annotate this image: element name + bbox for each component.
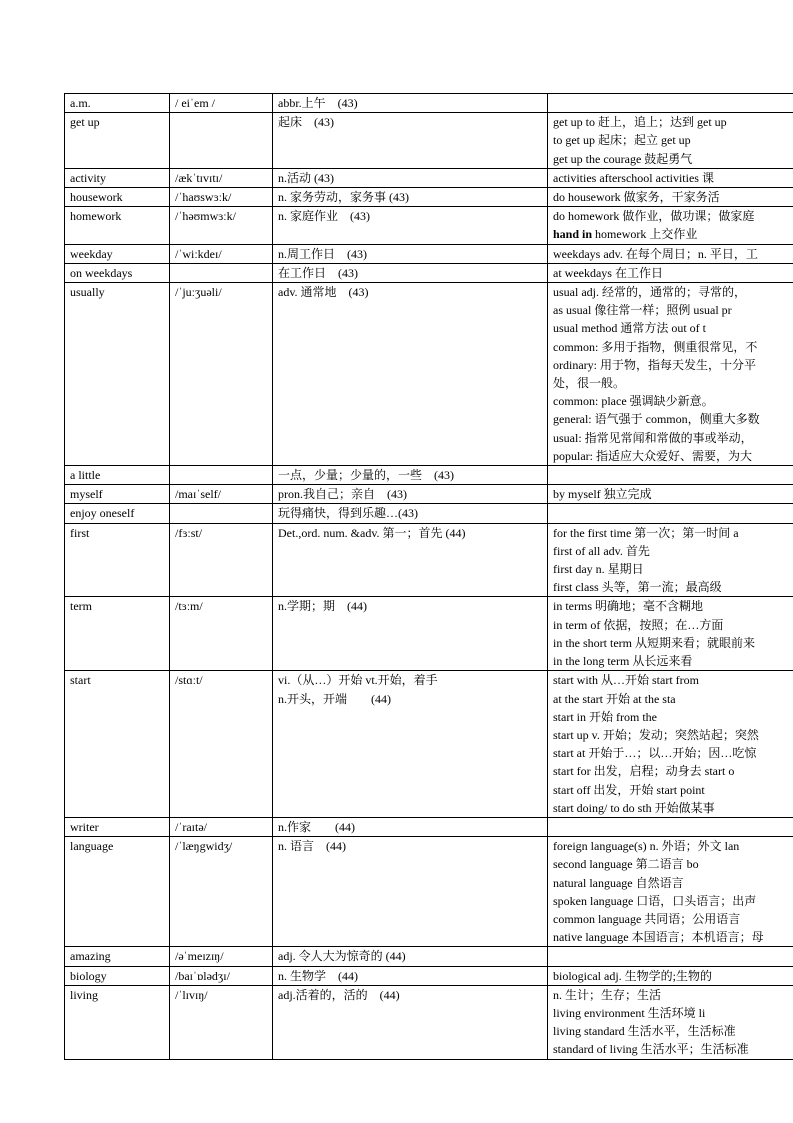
meaning-cell <box>273 671 548 818</box>
phonetic-cell: /ækˈtɪvɪtɪ/ <box>170 168 273 187</box>
notes-cell <box>548 263 793 282</box>
meaning-cell <box>273 94 548 113</box>
vocabulary-sheet <box>64 93 793 1060</box>
word-cell: amazing <box>65 947 170 966</box>
table-row <box>65 466 793 485</box>
note-line: common: place 强调缺少新意。 <box>553 394 714 409</box>
table-row <box>65 188 793 207</box>
phonetic-cell: /ˈjuːʒuəli/ <box>170 283 273 466</box>
notes-cell <box>548 283 793 466</box>
table-row <box>65 597 793 671</box>
table-row <box>65 263 793 282</box>
notes-cell <box>548 244 793 263</box>
meaning-line: n.学期；期 (44) <box>278 599 367 614</box>
note-line: first day n. 星期日 <box>553 562 644 577</box>
table-row <box>65 947 793 966</box>
note-line: spoken language 口语，口头语言；出声 <box>553 893 757 908</box>
word-cell: a.m. <box>65 94 170 113</box>
notes-cell <box>548 113 793 169</box>
notes-cell <box>548 504 793 523</box>
note-line: get up to 赶上，追上；达到 get up <box>553 115 727 130</box>
note-line: get up the courage 鼓起勇气 <box>553 151 693 166</box>
note-line: activities afterschool activities 课 <box>553 170 714 185</box>
word-cell: myself <box>65 485 170 504</box>
note-line: start at 开始于…；以…开始；因…吃惊 <box>553 746 757 761</box>
word-cell: on weekdays <box>65 263 170 282</box>
phonetic-cell: /fɜːst/ <box>170 523 273 597</box>
note-line: start for 出发，启程；动身去 start o <box>553 764 735 779</box>
phonetic-cell: / eiˈem / <box>170 94 273 113</box>
notes-cell <box>548 207 793 244</box>
table-row <box>65 966 793 985</box>
note-line: second language 第二语言 bo <box>553 857 699 872</box>
table-row <box>65 817 793 836</box>
note-line: weekdays adv. 在每个周日；n. 平日，工 <box>553 246 758 261</box>
meaning-line: 起床 (43) <box>278 115 334 130</box>
meaning-line: n. 生物学 (44) <box>278 968 358 983</box>
meaning-line: adj. 令人大为惊奇的 (44) <box>278 949 406 964</box>
meaning-line: n.活动 (43) <box>278 170 334 185</box>
note-line: common: 多用于指物，侧重很常见，不 <box>553 339 758 354</box>
meaning-cell <box>273 283 548 466</box>
word-cell: activity <box>65 168 170 187</box>
note-line: biological adj. 生物学的;生物的 <box>553 968 712 983</box>
word-cell: housework <box>65 188 170 207</box>
meaning-cell <box>273 985 548 1059</box>
meaning-line: 玩得痛快，得到乐趣…(43) <box>278 506 418 521</box>
phonetic-cell <box>170 466 273 485</box>
notes-cell <box>548 985 793 1059</box>
table-row <box>65 113 793 169</box>
note-line: living environment 生活环境 li <box>553 1005 706 1020</box>
meaning-cell <box>273 837 548 947</box>
notes-cell <box>548 188 793 207</box>
meaning-line: n.周工作日 (43) <box>278 246 367 261</box>
meaning-cell <box>273 523 548 597</box>
meaning-line: n. 家庭作业 (43) <box>278 209 370 224</box>
note-line: start in 开始 from the <box>553 709 657 724</box>
meaning-cell <box>273 817 548 836</box>
table-row <box>65 283 793 466</box>
table-row <box>65 94 793 113</box>
meaning-cell <box>273 207 548 244</box>
note-line: to get up 起床；起立 get up <box>553 133 691 148</box>
table-row <box>65 168 793 187</box>
meaning-cell <box>273 113 548 169</box>
note-line: in terms 明确地；毫不含糊地 <box>553 599 703 614</box>
phonetic-cell: /baɪˈɒlədʒɪ/ <box>170 966 273 985</box>
meaning-cell <box>273 188 548 207</box>
meaning-cell <box>273 504 548 523</box>
note-line: hand in homework 上交作业 <box>553 227 698 242</box>
note-line: at the start 开始 at the sta <box>553 691 676 706</box>
notes-cell <box>548 966 793 985</box>
note-line: usual method 通常方法 out of t <box>553 321 706 336</box>
note-line: foreign language(s) n. 外语；外文 lan <box>553 839 740 854</box>
phonetic-cell: /əˈmeɪzɪŋ/ <box>170 947 273 966</box>
note-line: ordinary: 用于物，指每天发生，十分平 <box>553 357 756 372</box>
phonetic-cell <box>170 113 273 169</box>
meaning-line: abbr.上午 (43) <box>278 96 358 110</box>
phonetic-cell: /ˈhaʊswɜːk/ <box>170 188 273 207</box>
phonetic-cell: /stɑːt/ <box>170 671 273 818</box>
notes-cell <box>548 94 793 113</box>
table-row <box>65 207 793 244</box>
meaning-line: n.作家 (44) <box>278 819 355 834</box>
note-line: at weekdays 在工作日 <box>553 265 663 280</box>
note-line: common language 共同语；公用语言 <box>553 911 741 926</box>
note-line: 处，很一般。 <box>553 376 626 391</box>
meaning-cell <box>273 244 548 263</box>
meaning-line: n.开头，开端 (44) <box>278 691 391 706</box>
meaning-cell <box>273 263 548 282</box>
meaning-cell <box>273 466 548 485</box>
meaning-line: Det.,ord. num. &adv. 第一；首先 (44) <box>278 525 466 540</box>
note-line: for the first time 第一次；第一时间 a <box>553 525 739 540</box>
vocabulary-table <box>64 93 793 1060</box>
notes-cell <box>548 817 793 836</box>
table-row <box>65 671 793 818</box>
note-line: as usual 像往常一样；照例 usual pr <box>553 303 732 318</box>
note-line: start with 从…开始 start from <box>553 673 699 688</box>
word-cell: enjoy oneself <box>65 504 170 523</box>
phonetic-cell: /ˈlɪvɪŋ/ <box>170 985 273 1059</box>
table-row <box>65 523 793 597</box>
notes-cell <box>548 485 793 504</box>
meaning-cell <box>273 597 548 671</box>
note-line: natural language 自然语言 <box>553 875 684 890</box>
phonetic-cell: /tɜːm/ <box>170 597 273 671</box>
note-line: n. 生计；生存；生活 <box>553 987 662 1002</box>
word-cell: homework <box>65 207 170 244</box>
note-line: native language 本国语言；本机语言；母 <box>553 930 764 945</box>
meaning-line: adj.活着的，活的 (44) <box>278 987 400 1002</box>
meaning-line: n. 语言 (44) <box>278 839 346 854</box>
word-cell: a little <box>65 466 170 485</box>
word-cell: living <box>65 985 170 1059</box>
word-cell: start <box>65 671 170 818</box>
phonetic-cell <box>170 504 273 523</box>
note-line: in term of 依据，按照；在…方面 <box>553 617 724 632</box>
note-line: by myself 独立完成 <box>553 487 652 502</box>
word-cell: language <box>65 837 170 947</box>
note-line: in the long term 从长远来看 <box>553 654 693 669</box>
notes-cell <box>548 168 793 187</box>
word-cell: weekday <box>65 244 170 263</box>
note-line: first class 头等，第一流；最高级 <box>553 580 722 595</box>
phonetic-cell: /ˈlæŋgwidʒ/ <box>170 837 273 947</box>
meaning-cell <box>273 485 548 504</box>
word-cell: writer <box>65 817 170 836</box>
notes-cell <box>548 947 793 966</box>
word-cell: get up <box>65 113 170 169</box>
note-line: do housework 做家务，干家务活 <box>553 190 720 205</box>
notes-cell <box>548 466 793 485</box>
phonetic-cell: /ˈraɪtə/ <box>170 817 273 836</box>
meaning-cell <box>273 168 548 187</box>
table-row <box>65 504 793 523</box>
phonetic-cell <box>170 263 273 282</box>
note-line: start doing/ to do sth 开始做某事 <box>553 800 715 815</box>
note-line: popular: 指适应大众爱好、需要，为大 <box>553 448 752 463</box>
meaning-line: 一点，少量；少量的，一些 (43) <box>278 468 454 483</box>
note-line: living standard 生活水平，生活标准 <box>553 1024 736 1039</box>
note-line: usual adj. 经常的，通常的；寻常的， <box>553 285 746 300</box>
word-cell: biology <box>65 966 170 985</box>
meaning-cell <box>273 966 548 985</box>
notes-cell <box>548 837 793 947</box>
meaning-line: adv. 通常地 (43) <box>278 285 369 300</box>
phonetic-cell: /ˈwiːkdeɪ/ <box>170 244 273 263</box>
notes-cell <box>548 671 793 818</box>
note-line: start off 出发，开始 start point <box>553 782 705 797</box>
phonetic-cell: /ˈhəʊmwɜːk/ <box>170 207 273 244</box>
notes-cell <box>548 523 793 597</box>
table-row <box>65 485 793 504</box>
word-cell: first <box>65 523 170 597</box>
word-cell: usually <box>65 283 170 466</box>
meaning-line: pron.我自己；亲自 (43) <box>278 487 407 502</box>
note-line: usual: 指常见常闻和常做的事或举动， <box>553 430 753 445</box>
table-row <box>65 244 793 263</box>
notes-cell <box>548 597 793 671</box>
note-line: general: 语气强于 common，侧重大多数 <box>553 412 760 427</box>
meaning-line: n. 家务劳动，家务事 (43) <box>278 190 409 205</box>
vocabulary-table-body <box>65 94 793 1060</box>
note-line: standard of living 生活水平；生活标准 <box>553 1042 749 1057</box>
table-row <box>65 837 793 947</box>
phonetic-cell: /maɪˈself/ <box>170 485 273 504</box>
note-line: in the short term 从短期来看；就眼前来 <box>553 635 755 650</box>
note-line: start up v. 开始；发动；突然站起；突然 <box>553 727 759 742</box>
table-row <box>65 985 793 1059</box>
meaning-line: vi.（从…）开始 vt.开始，着手 <box>278 673 438 688</box>
meaning-cell <box>273 947 548 966</box>
note-line: do homework 做作业，做功课；做家庭 <box>553 209 755 224</box>
word-cell: term <box>65 597 170 671</box>
note-line: first of all adv. 首先 <box>553 543 650 558</box>
meaning-line: 在工作日 (43) <box>278 265 358 280</box>
